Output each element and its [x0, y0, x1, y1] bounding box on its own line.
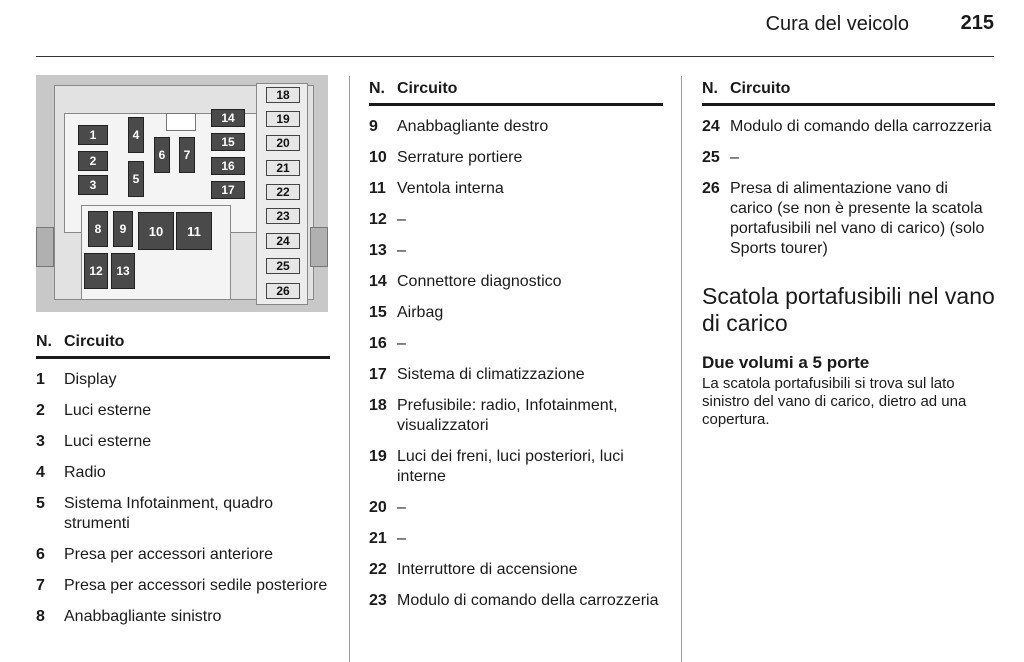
circuit-number: 16: [369, 335, 387, 352]
circuit-name: Modulo di comando della carrozzeria: [397, 592, 659, 609]
circuit-name: Connettore diagnostico: [397, 273, 562, 290]
fuse-23: 23: [266, 208, 300, 224]
column-divider-1: [349, 76, 350, 662]
circuit-name: –: [397, 530, 406, 547]
circuit-number: 24: [702, 118, 720, 135]
circuit-number: 17: [369, 366, 387, 383]
table-row: [702, 179, 995, 259]
table-row: [369, 148, 663, 168]
circuit-name: Interruttore di accensione: [397, 561, 578, 578]
table-row: [369, 241, 663, 261]
circuit-number: 13: [369, 242, 387, 259]
table-row: [369, 272, 663, 292]
circuit-name: Luci esterne: [64, 433, 152, 450]
circuit-number: 2: [36, 402, 45, 419]
header-circuit: Circuito: [397, 80, 458, 97]
table-row: [369, 529, 663, 549]
table-row: [702, 117, 995, 137]
fuse-17: 17: [211, 181, 245, 199]
fuse-box-diagram: [36, 75, 328, 312]
section-heading: Scatola portafusibili nel vano di carico: [702, 283, 995, 336]
left-clip: [36, 227, 54, 267]
fuse-12: 12: [84, 253, 108, 289]
circuit-number: 19: [369, 448, 387, 465]
fuse-14: 14: [211, 109, 245, 127]
table-row: [369, 396, 663, 436]
circuit-name: Luci dei freni, luci posteriori, luci interne: [397, 448, 624, 485]
section-paragraph: La scatola portafusibili si trova sul lato sinistro del vano di carico, dietro ad una copertura.: [702, 375, 967, 428]
circuit-number: 25: [702, 149, 720, 166]
header-circuit: Circuito: [64, 333, 125, 350]
fuse-26: 26: [266, 283, 300, 299]
circuit-number: 20: [369, 499, 387, 516]
circuit-number: 10: [369, 149, 387, 166]
fuse-7: 7: [179, 137, 195, 173]
circuit-number: 11: [369, 180, 386, 197]
table-row: [369, 447, 663, 487]
column-divider-2: [681, 76, 682, 662]
circuit-name: –: [730, 149, 739, 166]
circuit-number: 18: [369, 397, 387, 414]
table-row: [36, 401, 330, 421]
spare-slot: [166, 113, 196, 131]
table-row: [36, 545, 330, 565]
circuit-name: Presa per accessori sedile posteriore: [64, 577, 328, 594]
header-number: N.: [369, 80, 385, 97]
circuit-name: –: [397, 211, 406, 228]
circuit-name: Anabbagliante sinistro: [64, 608, 222, 625]
fuse-16: 16: [211, 157, 245, 175]
fuse-24: 24: [266, 233, 300, 249]
fuse-6: 6: [154, 137, 170, 173]
fuse-8: 8: [88, 211, 108, 247]
circuit-name: Anabbagliante destro: [397, 118, 549, 135]
circuit-name: Airbag: [397, 304, 444, 321]
table-rows: [36, 370, 330, 627]
circuit-name: Presa per accessori anteriore: [64, 546, 273, 563]
fuse-3: 3: [78, 175, 108, 195]
circuit-number: 7: [36, 577, 45, 594]
table-rows: [702, 117, 995, 259]
table-row: [369, 179, 663, 199]
fuse-18: 18: [266, 87, 300, 103]
table-row: [369, 303, 663, 323]
fuse-21: 21: [266, 160, 300, 176]
chapter-title: Cura del veicolo: [765, 13, 909, 35]
table-row: [369, 117, 663, 137]
header-number: N.: [702, 80, 718, 97]
circuit-table-col3: [702, 80, 995, 429]
circuit-name: Luci esterne: [64, 402, 152, 419]
fuse-25: 25: [266, 258, 300, 274]
circuit-name: –: [397, 242, 406, 259]
table-rows: [369, 117, 663, 611]
header-circuit: Circuito: [730, 80, 791, 97]
table-header: [702, 80, 995, 106]
table-row: [36, 607, 330, 627]
fuse-15: 15: [211, 133, 245, 151]
table-row: [702, 148, 995, 168]
circuit-name: –: [397, 499, 406, 516]
fuse-4: 4: [128, 117, 144, 153]
table-row: [369, 560, 663, 580]
table-row: [36, 463, 330, 483]
table-header: [369, 80, 663, 106]
circuit-number: 6: [36, 546, 45, 563]
circuit-number: 23: [369, 592, 387, 609]
fuse-9: 9: [113, 211, 133, 247]
right-clip: [310, 227, 328, 267]
circuit-name: Display: [64, 371, 117, 388]
circuit-number: 26: [702, 180, 720, 197]
header-number: N.: [36, 333, 52, 350]
circuit-number: 1: [36, 371, 45, 388]
table-row: [36, 494, 330, 534]
table-row: [369, 210, 663, 230]
fuse-11: 11: [176, 212, 212, 250]
table-row: [369, 498, 663, 518]
fuse-5: 5: [128, 161, 144, 197]
table-row: [36, 370, 330, 390]
circuit-name: Ventola interna: [397, 180, 504, 197]
section-subheading: Due volumi a 5 porte: [702, 353, 870, 372]
circuit-number: 9: [369, 118, 378, 135]
circuit-number: 15: [369, 304, 387, 321]
table-row: [369, 365, 663, 385]
circuit-number: 4: [36, 464, 45, 481]
header-divider: [36, 56, 994, 57]
circuit-number: 8: [36, 608, 45, 625]
circuit-name: Sistema Infotainment, quadro strumenti: [64, 495, 274, 532]
circuit-number: 12: [369, 211, 387, 228]
circuit-number: 21: [369, 530, 387, 547]
circuit-name: Radio: [64, 464, 106, 481]
circuit-number: 5: [36, 495, 45, 512]
circuit-name: Sistema di climatizzazione: [397, 366, 585, 383]
circuit-number: 22: [369, 561, 387, 578]
circuit-name: Serrature portiere: [397, 149, 523, 166]
table-row: [369, 334, 663, 354]
fuse-19: 19: [266, 111, 300, 127]
circuit-number: 3: [36, 433, 45, 450]
circuit-name: Modulo di comando della carrozzeria: [730, 118, 992, 135]
table-row: [36, 576, 330, 596]
circuit-table-col2: [369, 80, 663, 611]
fuse-1: 1: [78, 125, 108, 145]
table-header: [36, 333, 330, 359]
page-number: 215: [960, 12, 994, 34]
fuse-10: 10: [138, 212, 174, 250]
fuse-20: 20: [266, 135, 300, 151]
fuse-13: 13: [111, 253, 135, 289]
circuit-table-col1: [36, 333, 330, 627]
circuit-name: Prefusibile: radio, Infotainment, visualizzatori: [397, 397, 618, 434]
circuit-name: –: [397, 335, 406, 352]
table-row: [36, 432, 330, 452]
fuse-2: 2: [78, 151, 108, 171]
table-row: [369, 591, 663, 611]
fuse-22: 22: [266, 184, 300, 200]
circuit-name: Presa di alimentazione vano di carico (se non è presente la scatola portafusibili nel vano di carico) (solo Sports tourer): [730, 180, 985, 257]
circuit-number: 14: [369, 273, 387, 290]
